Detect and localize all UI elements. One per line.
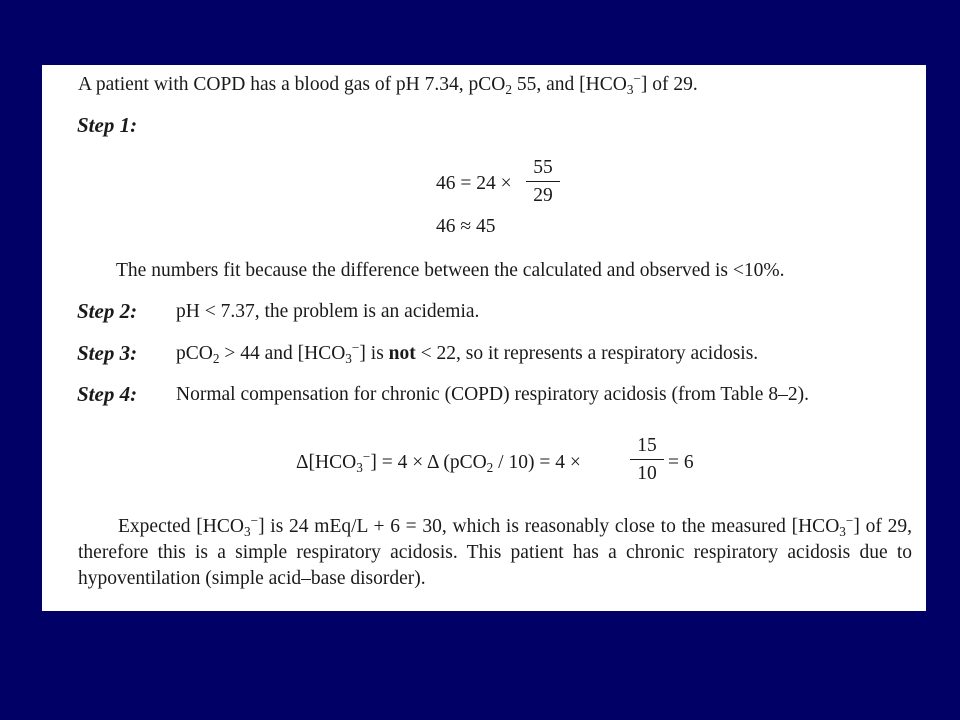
step1-eq1-denominator: 29 bbox=[533, 185, 553, 206]
conclusion-sub-3b: 3 bbox=[839, 524, 846, 540]
step1-label: Step 1: bbox=[77, 113, 138, 137]
intro-sub-3: 3 bbox=[626, 82, 634, 98]
step3-text bbox=[176, 340, 759, 367]
step4-eq-a: Δ[HCO bbox=[296, 452, 357, 473]
conclusion-sup-b: − bbox=[845, 513, 854, 529]
step3-bold-not: not bbox=[388, 343, 416, 364]
conclusion-a: Expected [HCO bbox=[118, 516, 244, 537]
step1-eq1-numerator: 55 bbox=[526, 157, 560, 182]
intro-line bbox=[78, 71, 698, 98]
step4-equation bbox=[296, 449, 581, 476]
conclusion-sub-3a: 3 bbox=[243, 524, 251, 540]
conclusion-sup-a: − bbox=[250, 513, 259, 529]
step3-label: Step 3: bbox=[77, 341, 138, 365]
step4-eq-denominator: 10 bbox=[637, 463, 657, 484]
step4-text: Normal compensation for chronic (COPD) respiratory acidosis (from Table 8–2). bbox=[176, 384, 809, 405]
step3-sub-3: 3 bbox=[345, 351, 352, 367]
step4-eq-numerator: 15 bbox=[630, 435, 664, 460]
step1-note: The numbers fit because the difference between the calculated and observed is <10%. bbox=[116, 260, 785, 281]
step4-eq-result: = 6 bbox=[668, 452, 694, 473]
intro-text-c: ] of 29. bbox=[640, 74, 698, 95]
conclusion-paragraph bbox=[78, 514, 912, 592]
conclusion-b: ] is 24 mEq/L + 6 = 30, which is reasonably close to the measured [HCO bbox=[258, 516, 840, 537]
step1-eq1-fraction bbox=[526, 157, 560, 207]
intro-sup-minus: − bbox=[633, 71, 641, 87]
step4-eq-c: / 10) = 4 × bbox=[493, 452, 581, 473]
conclusion-c: ] of 29, therefore this is a simple respiratory acidosis. This patient has a chronic respiratory acidosis due to hypoventilation (simple acid–base disorder). bbox=[78, 516, 912, 589]
step2-label: Step 2: bbox=[77, 299, 138, 323]
step4-eq-b: ] = 4 × Δ (pCO bbox=[370, 452, 487, 473]
intro-text-b: 55, and [HCO bbox=[511, 74, 627, 95]
slide-content-panel bbox=[42, 65, 926, 611]
step4-eq-supminus: − bbox=[362, 449, 371, 465]
step2-text: pH < 7.37, the problem is an acidemia. bbox=[176, 301, 480, 322]
intro-text-a: A patient with COPD has a blood gas of pH 7.34, pCO bbox=[78, 74, 506, 95]
step4-eq-sub2: 2 bbox=[486, 460, 494, 476]
step1-eq1-left: 46 = 24 × bbox=[436, 173, 512, 194]
step4-eq-sub3: 3 bbox=[356, 460, 363, 476]
step3-text-c: ] is bbox=[359, 343, 389, 364]
step3-text-a: pCO bbox=[176, 343, 213, 364]
step3-sup-minus: − bbox=[351, 340, 360, 356]
step3-text-d: < 22, so it represents a respiratory acidosis. bbox=[415, 343, 759, 364]
step4-eq-fraction bbox=[630, 435, 664, 485]
step3-sub-2: 2 bbox=[212, 351, 220, 367]
intro-sub-2: 2 bbox=[505, 82, 512, 98]
step1-eq2: 46 ≈ 45 bbox=[436, 216, 496, 237]
step3-text-b: > 44 and [HCO bbox=[219, 343, 346, 364]
step4-label: Step 4: bbox=[77, 382, 138, 406]
